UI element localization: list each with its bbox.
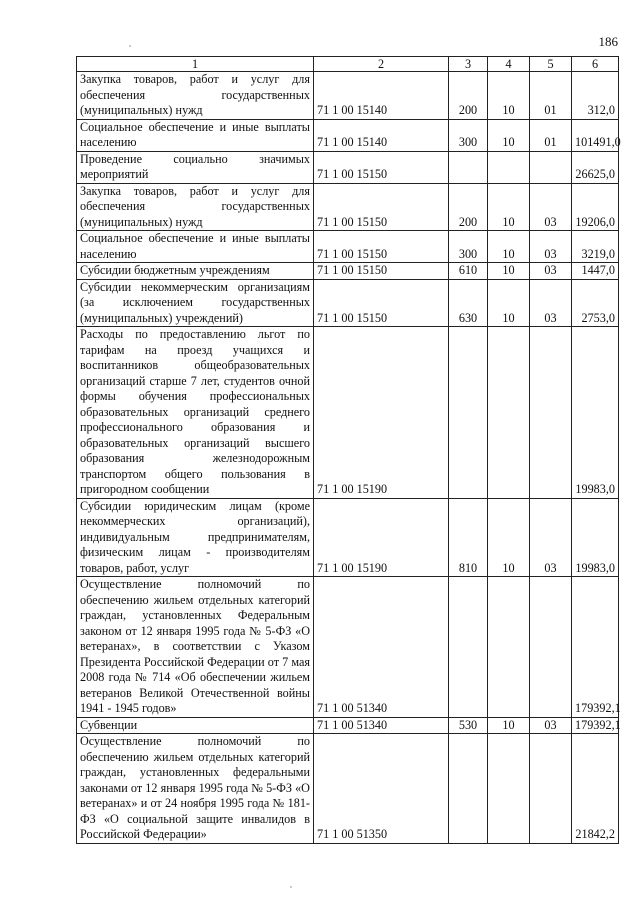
row-pr: 03 — [530, 231, 572, 263]
row-name: Закупка товаров, работ и услуг для обеспечения государственных (муниципальных) нужд — [77, 183, 314, 231]
row-rz — [488, 734, 530, 844]
row-code: 71 1 00 51350 — [314, 734, 449, 844]
header-cell: 4 — [488, 57, 530, 72]
row-sum: 19983,0 — [572, 498, 619, 577]
row-vr — [449, 734, 488, 844]
row-pr — [530, 327, 572, 499]
row-rz: 10 — [488, 231, 530, 263]
row-code: 71 1 00 15150 — [314, 183, 449, 231]
row-rz: 10 — [488, 183, 530, 231]
table-row — [77, 577, 619, 718]
row-pr: 03 — [530, 263, 572, 280]
budget-table — [76, 56, 619, 844]
row-vr: 300 — [449, 231, 488, 263]
row-pr: 03 — [530, 498, 572, 577]
row-rz: 10 — [488, 72, 530, 120]
header-cell: 1 — [77, 57, 314, 72]
row-sum: 101491,0 — [572, 119, 619, 151]
row-sum: 179392,1 — [572, 717, 619, 734]
row-vr: 200 — [449, 183, 488, 231]
row-vr — [449, 151, 488, 183]
table-row — [77, 72, 619, 120]
row-name: Субсидии юридическим лицам (кроме некоммерческих организаций), индивидуальным предпринимателям, физическим лицам - производителям товаров, работ, услуг — [77, 498, 314, 577]
row-code: 71 1 00 15190 — [314, 327, 449, 499]
row-name: Субсидии некоммерческим организациям (за исключением государственных (муниципальных) учреждений) — [77, 279, 314, 327]
row-name: Субсидии бюджетным учреждениям — [77, 263, 314, 280]
scan-speck — [129, 45, 131, 47]
row-name: Субвенции — [77, 717, 314, 734]
header-cell: 2 — [314, 57, 449, 72]
row-name: Социальное обеспечение и иные выплаты населению — [77, 231, 314, 263]
table-row — [77, 151, 619, 183]
row-rz: 10 — [488, 263, 530, 280]
row-code: 71 1 00 15150 — [314, 231, 449, 263]
row-name: Социальное обеспечение и иные выплаты населению — [77, 119, 314, 151]
table-row — [77, 717, 619, 734]
row-name: Осуществление полномочий по обеспечению жильем отдельных категорий граждан, установленных Федеральным законом от 12 января 1995 года № 5-ФЗ «О ветеранах», в соответствии с Указом Президента Российской Федерации от 7 мая 2008 года № 714 «Об обеспечении жильем ветеранов Великой Отечественной войны 1941 - 1945 годов» — [77, 577, 314, 718]
row-sum: 26625,0 — [572, 151, 619, 183]
row-rz — [488, 327, 530, 499]
row-pr: 03 — [530, 279, 572, 327]
row-vr — [449, 327, 488, 499]
header-cell: 6 — [572, 57, 619, 72]
row-pr: 01 — [530, 119, 572, 151]
row-code: 71 1 00 15190 — [314, 498, 449, 577]
row-vr: 200 — [449, 72, 488, 120]
scan-speck — [290, 886, 292, 888]
row-sum: 312,0 — [572, 72, 619, 120]
row-name: Проведение социально значимых мероприятий — [77, 151, 314, 183]
row-vr: 630 — [449, 279, 488, 327]
row-pr — [530, 734, 572, 844]
row-code: 71 1 00 15140 — [314, 72, 449, 120]
table-row — [77, 119, 619, 151]
table-row — [77, 734, 619, 844]
header-cell: 5 — [530, 57, 572, 72]
row-code: 71 1 00 15150 — [314, 151, 449, 183]
row-pr — [530, 151, 572, 183]
row-rz: 10 — [488, 279, 530, 327]
row-name: Закупка товаров, работ и услуг для обеспечения государственных (муниципальных) нужд — [77, 72, 314, 120]
row-sum: 19206,0 — [572, 183, 619, 231]
table-row — [77, 183, 619, 231]
row-rz: 10 — [488, 498, 530, 577]
row-vr: 610 — [449, 263, 488, 280]
row-sum: 2753,0 — [572, 279, 619, 327]
table-row — [77, 263, 619, 280]
row-code: 71 1 00 15150 — [314, 263, 449, 280]
row-code: 71 1 00 51340 — [314, 717, 449, 734]
row-sum: 21842,2 — [572, 734, 619, 844]
row-code: 71 1 00 15150 — [314, 279, 449, 327]
table-row — [77, 231, 619, 263]
row-code: 71 1 00 51340 — [314, 577, 449, 718]
row-sum: 1447,0 — [572, 263, 619, 280]
row-pr: 01 — [530, 72, 572, 120]
row-rz: 10 — [488, 119, 530, 151]
row-vr: 530 — [449, 717, 488, 734]
row-sum: 19983,0 — [572, 327, 619, 499]
row-sum: 179392,1 — [572, 577, 619, 718]
row-pr: 03 — [530, 183, 572, 231]
table-row — [77, 279, 619, 327]
row-pr — [530, 577, 572, 718]
row-code: 71 1 00 15140 — [314, 119, 449, 151]
header-cell: 3 — [449, 57, 488, 72]
table-row — [77, 498, 619, 577]
row-name: Осуществление полномочий по обеспечению жильем отдельных категорий граждан, установленных федеральными законами от 12 января 1995 года № 5-ФЗ «О ветеранах» и от 24 ноября 1995 года № 181-ФЗ «О социальной защите инвалидов в Российской Федерации» — [77, 734, 314, 844]
page-number: 186 — [598, 34, 618, 49]
row-rz — [488, 151, 530, 183]
row-vr: 810 — [449, 498, 488, 577]
row-sum: 3219,0 — [572, 231, 619, 263]
row-rz: 10 — [488, 717, 530, 734]
header-row — [77, 57, 619, 72]
table-row — [77, 327, 619, 499]
row-name: Расходы по предоставлению льгот по тарифам на проезд учащихся и воспитанников общеобразовательных организаций старше 7 лет, студентов очной формы обучения профессиональных образовательных организаций среднего профессионального образования и образовательных организаций высшего образования железнодорожным транспортом общего пользования в пригородном сообщении — [77, 327, 314, 499]
row-vr — [449, 577, 488, 718]
row-vr: 300 — [449, 119, 488, 151]
row-pr: 03 — [530, 717, 572, 734]
row-rz — [488, 577, 530, 718]
